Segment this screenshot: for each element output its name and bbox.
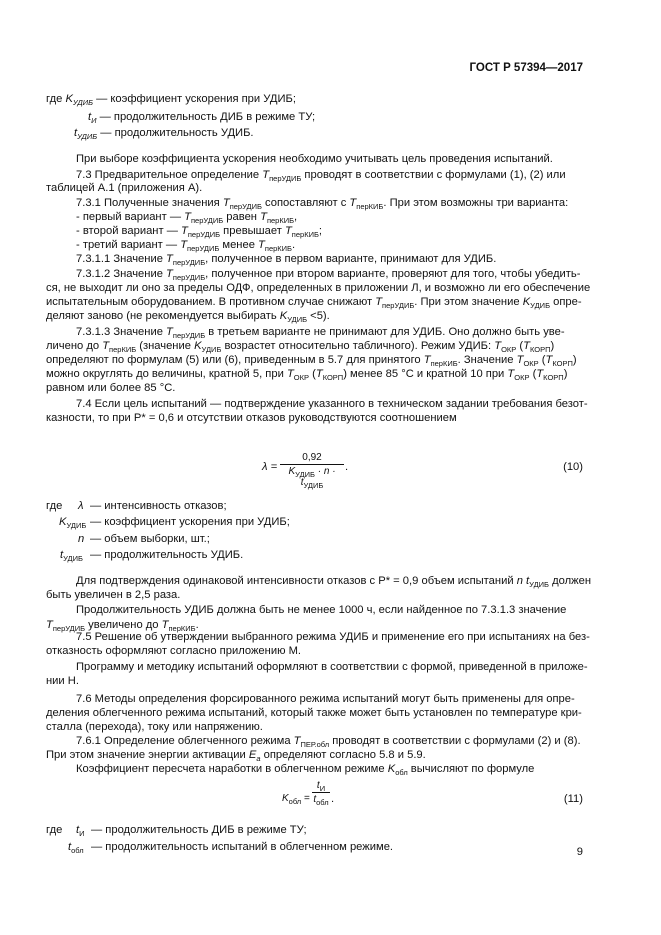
definition-line: $t_{УДИБ}$ — продолжительность УДИБ. <box>74 127 254 141</box>
definition-label: где <box>46 824 63 836</box>
paragraph: Для подтверждения одинаковой интенсивности отказов с P* = 0,9 объем испытаний n $t_{УДИБ}$ должен <box>76 575 591 589</box>
list-item: - третий вариант — $T_{перУДИБ}$ менее $T_{перКИБ}$. <box>76 239 296 253</box>
definition-symbol: $t_И$ <box>76 824 85 838</box>
equation-number: (11) <box>563 793 583 805</box>
paragraph: Коэффициент пересчета наработки в облегченном режиме $K_{обл}$ вычисляют по формуле <box>76 763 535 777</box>
paragraph: можно округлять до величины, кратной 5, при $T_{ОКР}$ $(T_{КОРП})$ менее 85 °С и кратной 10 при $T_{ОКР}$ $(T_{КОРП})$ <box>46 368 568 382</box>
equation-lhs: $K_{обл}$ = <box>282 793 310 806</box>
equation-11-fraction: $t_И$ $t_{обл}$ <box>313 780 329 807</box>
equation-number: (10) <box>563 461 583 473</box>
paragraph: 7.5 Решение об утверждении выбранного режима УДИБ и применение его при испытаниях на без- <box>76 631 590 643</box>
definition-symbol: n <box>78 533 85 545</box>
paragraph: 7.4 Если цель испытаний — подтверждение указанного в техническом задании требования безот- <box>76 398 588 410</box>
equation-tail: . <box>345 461 349 473</box>
paragraph: ся, не выходит ли оно за пределы ОДФ, определенных в приложении Л, и возможно ли его обеспечение <box>46 282 591 294</box>
list-item: - второй вариант — $T_{перУДИБ}$ превышает $T_{перКИБ}$; <box>76 225 322 239</box>
list-item: - первый вариант — $T_{перУДИБ}$ равен $T_{перКИБ}$, <box>76 211 298 225</box>
paragraph: 7.3.1.2 Значение $T_{перУДИБ}$, полученное при втором варианте, проверяют для того, чтобы убедить- <box>76 268 581 282</box>
paragraph: быть увеличен в 2,5 раза. <box>46 589 181 601</box>
paragraph: равном или более 85 °С. <box>46 382 176 394</box>
definition-label: где <box>46 500 63 512</box>
paragraph: сталла (перехода), току или напряжению. <box>46 721 263 733</box>
paragraph: При выборе коэффициента ускорения необходимо учитывать цель проведения испытаний. <box>76 153 553 165</box>
paragraph: Продолжительность УДИБ должна быть не менее 1000 ч, если найденное по 7.3.1.3 значение <box>76 604 567 616</box>
paragraph: 7.3 Предварительное определение $T_{перУДИБ}$ проводят в соответствии с формулами (1), (2) или <box>76 169 566 183</box>
definition-text: — продолжительность УДИБ. <box>90 549 244 561</box>
paragraph: 7.3.1 Полученные значения $T_{перУДИБ}$ сопоставляют с $T_{перКИБ}$. При этом возможны три варианта: <box>76 197 569 211</box>
paragraph: 7.3.1.3 Значение $T_{перУДИБ}$ в третьем варианте не принимают для УДИБ. Оно должно быть уве- <box>76 326 565 340</box>
paragraph: таблицей А.1 (приложения А). <box>46 182 203 194</box>
paragraph: Программу и методику испытаний оформляют в соответствии с формой, приведенной в приложе- <box>76 661 588 673</box>
paragraph: При этом значение энергии активации $E_a$ определяют согласно 5.8 и 5.9. <box>46 749 426 763</box>
paragraph: 7.3.1.1 Значение $T_{перУДИБ}$, полученное в первом варианте, принимают для УДИБ. <box>76 253 497 267</box>
paragraph: 7.6.1 Определение облегченного режима $T_{ПЕР.обл}$ проводят в соответствии с формулами (2) и (8). <box>76 735 581 749</box>
paragraph: казности, то при P* = 0,6 и отсутствии отказов руководствуются соотношением <box>46 412 457 424</box>
definition-text: — продолжительность ДИБ в режиме ТУ; <box>91 824 307 836</box>
paragraph: $T_{перУДИБ}$ увеличено до $T_{перКИБ}$. <box>46 619 199 633</box>
equation-tail: . <box>331 793 335 805</box>
paragraph: определяют по формулам (5) или (6), приведенным в 5.7 для принятого $T_{перКИБ}$. Значение $T_{ОКР}$ $(T_{КОРП})$ <box>46 354 577 368</box>
paragraph: нии Н. <box>46 675 79 687</box>
definition-text: — объем выборки, шт.; <box>90 533 210 545</box>
paragraph: деляют заново (не рекомендуется выбирать $K_{УДИБ} <5$). <box>46 310 330 324</box>
paragraph: 7.6 Методы определения форсированного режима испытаний могут быть применены для опре- <box>76 693 575 705</box>
paragraph: деления облегченного режима испытаний, который также может быть установлен по температуре кри- <box>46 707 582 719</box>
definition-line: где $K_{УДИБ}$ — коэффициент ускорения при УДИБ; <box>46 93 296 107</box>
definition-line: $t_И$ — продолжительность ДИБ в режиме ТУ; <box>88 111 316 125</box>
page-number: 9 <box>576 846 583 858</box>
definition-text: — интенсивность отказов; <box>90 500 227 512</box>
paragraph: испытательным оборудованием. В противном случае снижают $T_{перУДИБ}$. При этом значение $K_{УДИБ}$ опре- <box>46 296 582 310</box>
equation-lhs: λ = <box>262 461 278 473</box>
equation-10-fraction: 0,92 $K_{УДИБ} \cdot n \cdot t_{УДИБ}$ <box>280 452 344 488</box>
definition-text: — продолжительность испытаний в облегченном режиме. <box>91 841 394 853</box>
definition-symbol: λ <box>78 500 84 512</box>
definition-symbol: $t_{обл}$ <box>68 841 84 855</box>
paragraph: отказность оформляют согласно приложению М. <box>46 645 302 657</box>
definition-text: — коэффициент ускорения при УДИБ; <box>90 516 290 528</box>
definition-symbol: $K_{УДИБ}$ <box>59 516 87 530</box>
definition-symbol: $t_{УДИБ}$ <box>60 549 83 563</box>
document-header: ГОСТ Р 57394—2017 <box>469 62 583 74</box>
paragraph: личено до $T_{перКИБ}$ (значение $K_{УДИБ}$ возрастет относительно табличного). Режим УДИБ: $T_{ОКР}$ $(T_{КОРП})$ <box>46 340 555 354</box>
